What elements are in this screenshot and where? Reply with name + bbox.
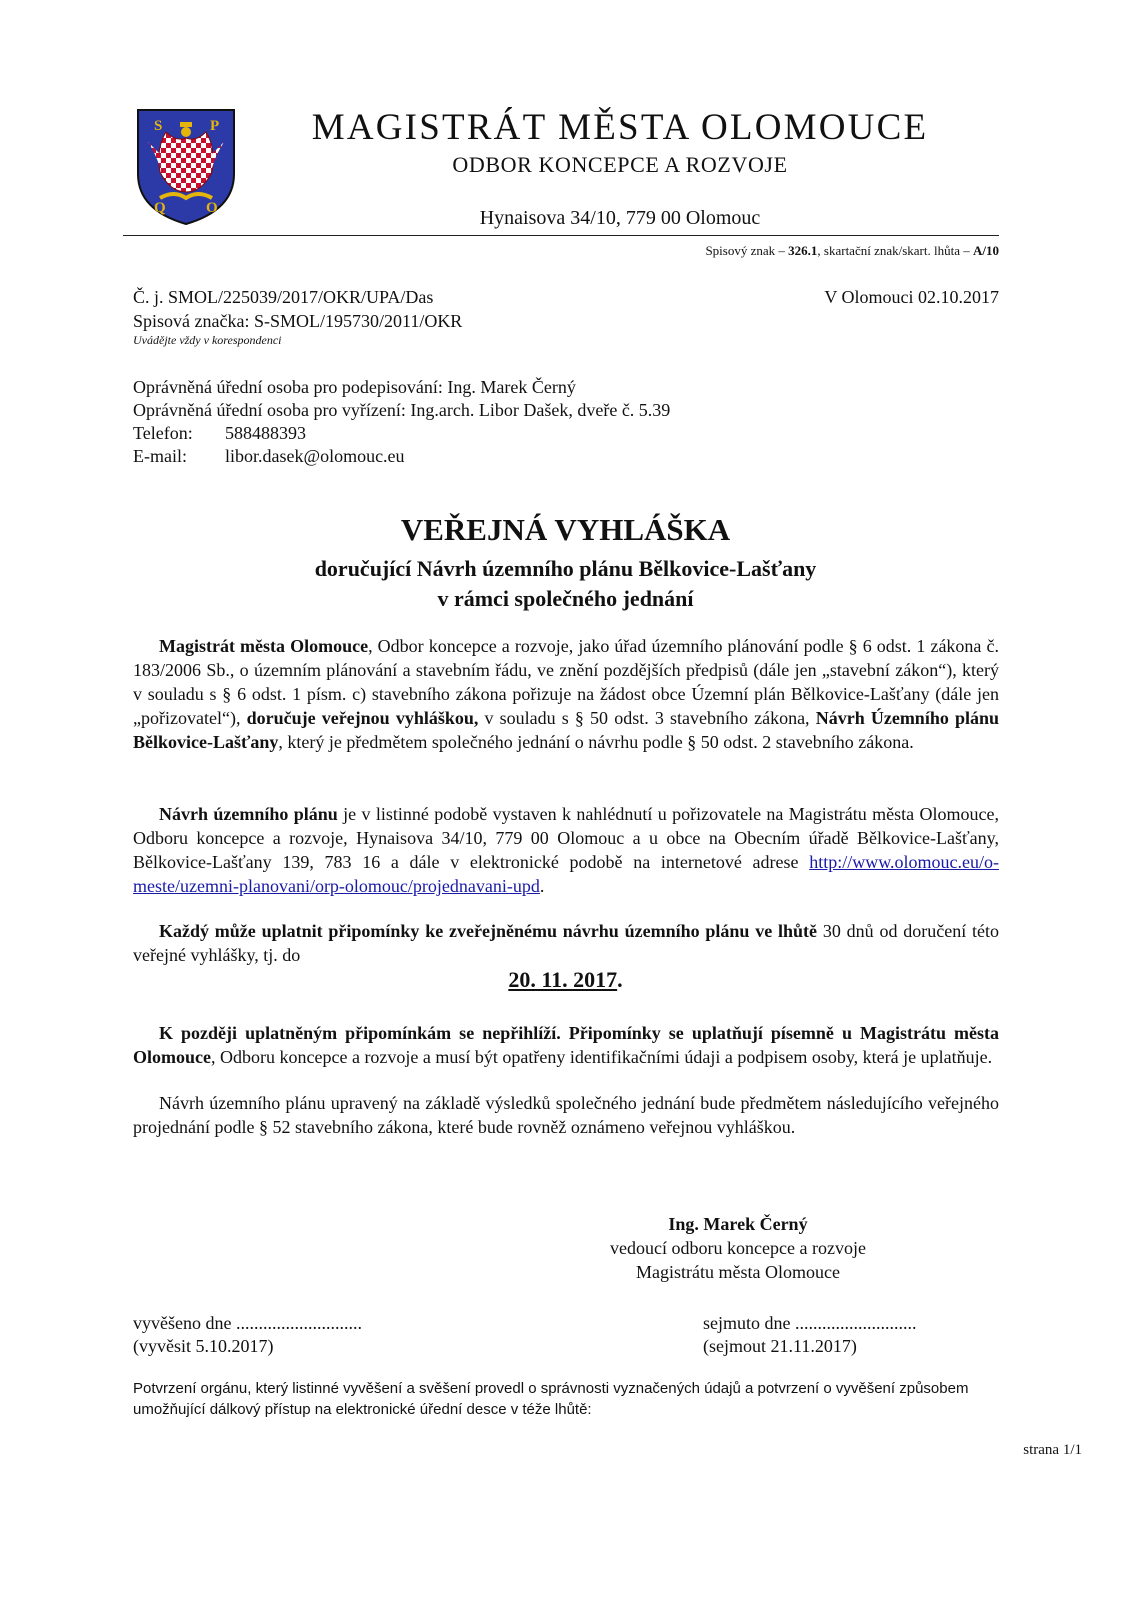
removed-date: sejmuto dne ........................... (703, 1313, 917, 1333)
p1-text-2: v souladu s § 50 odst. 3 stavebního zákona, (478, 708, 816, 728)
deadline-date-end: . (617, 967, 623, 992)
file-mark (705, 243, 999, 259)
handling-officer: Oprávněná úřední osoba pro vyřízení: Ing.arch. Libor Dašek, dveře č. 5.39 (133, 400, 671, 420)
coat-of-arms (136, 108, 236, 226)
p2-bold-plan: Návrh územního plánu (159, 804, 338, 824)
paragraph-4 (133, 1021, 999, 1069)
post-on-date: (vyvěsit 5.10.2017) (133, 1336, 274, 1356)
phone-row (133, 422, 306, 445)
paragraph-3 (133, 919, 999, 967)
signatory-org: Magistrátu města Olomouce (636, 1262, 840, 1282)
file-reference: Spisová značka: S-SMOL/195730/2011/OKR (133, 311, 463, 331)
coat-letter-q: Q (154, 200, 166, 216)
signatory-name: Ing. Marek Černý (668, 1214, 808, 1234)
phone-value: 588488393 (225, 423, 306, 443)
p3-text: 30 dnů od doručení této veřejné vyhlášky, tj. do (133, 921, 1000, 965)
authority-address: Hynaisova 34/10, 779 00 Olomouc (479, 207, 761, 229)
p4-bold: K později uplatněným připomínkám se nepřihlíží. Připomínky se uplatňují písemně u Magistrátu města Olomouce (133, 1023, 999, 1067)
remove-on-date: (sejmout 21.11.2017) (703, 1336, 857, 1356)
notice-title: VEŘEJNÁ VYHLÁŠKA (400, 512, 731, 547)
notice-subtitle-2: v rámci společného jednání (437, 586, 694, 611)
p1-bold-delivers: doručuje veřejnou vyhláškou, (246, 708, 479, 728)
file-mark-mid: , skartační znak/skart. lhůta – (817, 243, 973, 258)
coat-letter-p: P (210, 118, 220, 134)
p2-text: je v listinné podobě vystaven k nahlédnutí u pořizovatele na Magistrátu města Olomouce, Odboru koncepce a rozvoje, Hynaisova 34/10, 779 00 Olomouc a u obce na Obecním úřadě Bělkovice-Lašťany, Bělkovice-Lašťany 139, 783 16 a dále v elektronické podobě na internetové adrese (133, 804, 999, 872)
file-mark-label: Spisový znak – (705, 243, 789, 258)
p1-text-1: , Odbor koncepce a rozvoje, jako úřad územního plánování podle § 6 odst. 1 zákona č. 183/2006 Sb., o územním plánování a stavebním řádu, ve znění pozdějších předpisů (dále jen „stavební zákon“), který v souladu s § 6 odst. 1 písm. c) stavebního zákona pořizuje na žádost obce Územní plán Bělkovice-Lašťany (dále jen „pořizovatel“), (133, 636, 999, 728)
phone-label: Telefon: (133, 423, 193, 443)
file-mark-period: A/10 (973, 243, 999, 258)
signature-block (560, 1212, 916, 1284)
plan-url-link[interactable]: http://www.olomouc.eu/o-meste/uzemni-planovani/orp-olomouc/projednavani-upd (133, 852, 999, 896)
signatory-role: vedoucí odboru koncepce a rozvoje (610, 1238, 866, 1258)
correspondence-note: Uvádějte vždy v korespondenci (133, 333, 282, 347)
p3-bold: Každý může uplatnit připomínky ke zveřejněnému návrhu územního plánu ve lhůtě (159, 921, 818, 941)
deadline-date (0, 967, 1131, 993)
department-name: ODBOR KONCEPCE A ROZVOJE (452, 152, 788, 177)
confirmation-text: Potvrzení orgánu, který listinné vyvěšení a svěšení provedl o správnosti vyznačených údajů a potvrzení o vyvěšení způsobem umožňující dálkový přístup na elektronické úřední desce v téže lhůtě: (133, 1380, 969, 1418)
email-label: E-mail: (133, 446, 187, 466)
email-row (133, 445, 405, 468)
coat-letter-o: O (206, 200, 218, 216)
p1-bold-authority: Magistrát města Olomouce (159, 636, 369, 656)
p2-end: . (539, 876, 545, 896)
deadline-date-value: 20. 11. 2017 (508, 967, 618, 992)
file-mark-value: 326.1 (788, 243, 818, 258)
notice-subtitle-1: doručující Návrh územního plánu Bělkovice-Lašťany (314, 556, 817, 581)
signing-officer: Oprávněná úřední osoba pro podepisování: Ing. Marek Černý (133, 377, 576, 397)
p4-text: , Odboru koncepce a rozvoje a musí být opatřeny identifikačními údaji a podpisem osoby, která je uplatňuje. (211, 1047, 993, 1067)
paragraph-1 (133, 634, 999, 754)
paragraph-2 (133, 802, 999, 898)
page-number: strana 1/1 (1023, 1442, 1082, 1458)
place-date: V Olomouci 02.10.2017 (824, 287, 999, 307)
email-value: libor.dasek@olomouc.eu (225, 446, 405, 466)
p1-text-3: , který je předmětem společného jednání o návrhu podle § 50 odst. 2 stavebního zákona. (278, 732, 914, 752)
reference-number: Č. j. SMOL/225039/2017/OKR/UPA/Das (133, 287, 434, 307)
paragraph-5: Návrh územního plánu upravený na základě výsledků společného jednání bude předmětem následujícího veřejného projednání podle § 52 stavebního zákona, které bude rovněž oznámeno veřejnou vyhláškou. (133, 1093, 999, 1137)
p1-bold-plan: Návrh Územního plánu Bělkovice-Lašťany (133, 708, 1000, 752)
posted-date: vyvěšeno dne ............................ (133, 1313, 362, 1333)
authority-title: MAGISTRÁT MĚSTA OLOMOUCE (311, 107, 929, 148)
coat-letter-s: S (154, 118, 163, 134)
header-divider (123, 235, 999, 236)
